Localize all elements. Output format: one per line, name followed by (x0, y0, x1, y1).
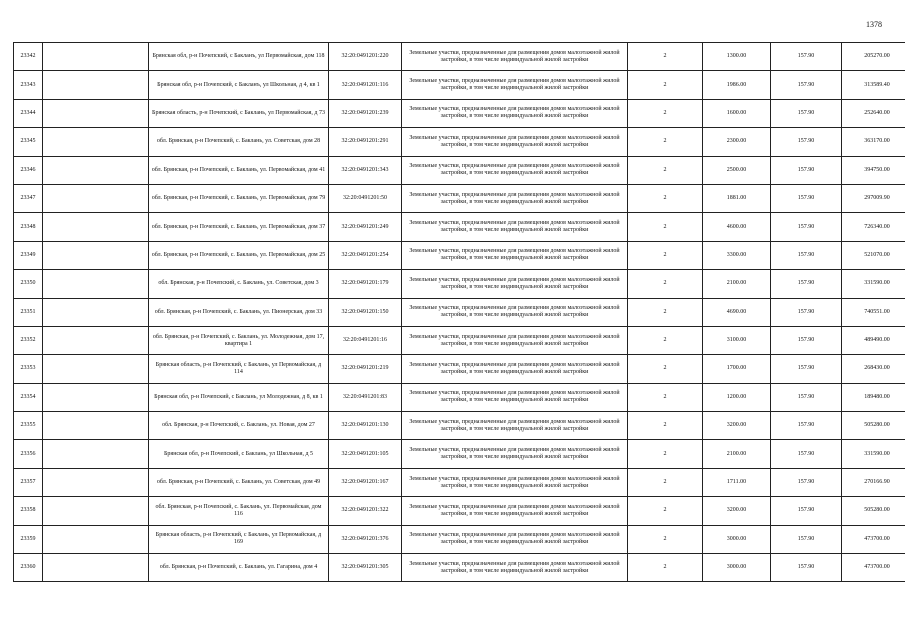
land-registry-table (13, 42, 905, 582)
cadastral-value-cell: 268430.00 (842, 355, 905, 383)
table-row (14, 298, 905, 326)
area-cell: 2100.00 (703, 270, 771, 298)
land-use-cell: Земельные участки, предназначенные для размещения домов малоэтажной жилой застройки, в том числе индивидуальной жилой застройки (402, 497, 628, 525)
table-row (14, 156, 905, 184)
area-cell: 1711.00 (703, 468, 771, 496)
row-number-cell: 23360 (14, 554, 43, 582)
category-cell: 2 (628, 298, 703, 326)
cadastral-number-cell: 32:20:0491201:254 (329, 241, 402, 269)
empty-cell (43, 355, 149, 383)
row-number-cell: 23345 (14, 128, 43, 156)
address-cell: Брянская область, р-н Почепский, с Баклань, ул Первомайская, д 169 (149, 525, 329, 553)
empty-cell (43, 156, 149, 184)
cadastral-number-cell: 32:20:0491201:322 (329, 497, 402, 525)
category-cell: 2 (628, 99, 703, 127)
category-cell: 2 (628, 412, 703, 440)
category-cell: 2 (628, 497, 703, 525)
cadastral-value-cell: 473700.00 (842, 525, 905, 553)
area-cell: 3000.00 (703, 554, 771, 582)
area-cell: 3300.00 (703, 241, 771, 269)
address-cell: Брянская обл, р-н Почепский, с Баклань, ул Молодежная, д 8, кв 1 (149, 383, 329, 411)
category-cell: 2 (628, 241, 703, 269)
row-number-cell: 23355 (14, 412, 43, 440)
rate-cell: 157.90 (771, 241, 842, 269)
cadastral-number-cell: 32:20:0491201:116 (329, 71, 402, 99)
cadastral-value-cell: 521070.00 (842, 241, 905, 269)
address-cell: обл. Брянская, р-н Почепский, с. Баклань, ул. Пионерская, дом 33 (149, 298, 329, 326)
category-cell: 2 (628, 71, 703, 99)
table-row (14, 440, 905, 468)
cadastral-value-cell: 505280.00 (842, 497, 905, 525)
category-cell: 2 (628, 468, 703, 496)
cadastral-number-cell: 32:20:0491201:291 (329, 128, 402, 156)
area-cell: 1300.00 (703, 43, 771, 71)
category-cell: 2 (628, 440, 703, 468)
empty-cell (43, 99, 149, 127)
address-cell: обл. Брянская, р-н Почепский, с. Баклань, ул. Гагарина, дом 4 (149, 554, 329, 582)
table-row (14, 497, 905, 525)
address-cell: обл. Брянская, р-н Почепский, с. Баклань, ул. Первомайская, дом 37 (149, 213, 329, 241)
cadastral-value-cell: 331590.00 (842, 440, 905, 468)
category-cell: 2 (628, 525, 703, 553)
rate-cell: 157.90 (771, 213, 842, 241)
category-cell: 2 (628, 156, 703, 184)
land-use-cell: Земельные участки, предназначенные для размещения домов малоэтажной жилой застройки, в том числе индивидуальной жилой застройки (402, 156, 628, 184)
row-number-cell: 23354 (14, 383, 43, 411)
rate-cell: 157.90 (771, 497, 842, 525)
rate-cell: 157.90 (771, 156, 842, 184)
table-row (14, 383, 905, 411)
cadastral-value-cell: 297009.90 (842, 184, 905, 212)
land-use-cell: Земельные участки, предназначенные для размещения домов малоэтажной жилой застройки, в том числе индивидуальной жилой застройки (402, 241, 628, 269)
table-row (14, 412, 905, 440)
cadastral-value-cell: 740551.00 (842, 298, 905, 326)
area-cell: 3200.00 (703, 412, 771, 440)
land-use-cell: Земельные участки, предназначенные для размещения домов малоэтажной жилой застройки, в том числе индивидуальной жилой застройки (402, 298, 628, 326)
table-row (14, 184, 905, 212)
cadastral-value-cell: 252640.00 (842, 99, 905, 127)
page-number: 1378 (866, 20, 882, 29)
cadastral-number-cell: 32:20:0491201:305 (329, 554, 402, 582)
cadastral-number-cell: 32:20:0491201:179 (329, 270, 402, 298)
land-use-cell: Земельные участки, предназначенные для размещения домов малоэтажной жилой застройки, в том числе индивидуальной жилой застройки (402, 213, 628, 241)
land-use-cell: Земельные участки, предназначенные для размещения домов малоэтажной жилой застройки, в том числе индивидуальной жилой застройки (402, 128, 628, 156)
cadastral-value-cell: 331590.00 (842, 270, 905, 298)
table-row (14, 43, 905, 71)
cadastral-number-cell: 32:20:0491201:50 (329, 184, 402, 212)
cadastral-value-cell: 473700.00 (842, 554, 905, 582)
rate-cell: 157.90 (771, 525, 842, 553)
row-number-cell: 23348 (14, 213, 43, 241)
cadastral-value-cell: 363170.00 (842, 128, 905, 156)
row-number-cell: 23356 (14, 440, 43, 468)
row-number-cell: 23349 (14, 241, 43, 269)
category-cell: 2 (628, 213, 703, 241)
cadastral-value-cell: 205270.00 (842, 43, 905, 71)
cadastral-number-cell: 32:20:0491201:16 (329, 326, 402, 354)
area-cell: 4600.00 (703, 213, 771, 241)
address-cell: обл. Брянская, р-н Почепский, с. Баклань, ул. Советская, дом 3 (149, 270, 329, 298)
rate-cell: 157.90 (771, 99, 842, 127)
area-cell: 4690.00 (703, 298, 771, 326)
row-number-cell: 23353 (14, 355, 43, 383)
land-use-cell: Земельные участки, предназначенные для размещения домов малоэтажной жилой застройки, в том числе индивидуальной жилой застройки (402, 554, 628, 582)
land-use-cell: Земельные участки, предназначенные для размещения домов малоэтажной жилой застройки, в том числе индивидуальной жилой застройки (402, 355, 628, 383)
rate-cell: 157.90 (771, 355, 842, 383)
cadastral-value-cell: 189480.00 (842, 383, 905, 411)
area-cell: 3100.00 (703, 326, 771, 354)
land-use-cell: Земельные участки, предназначенные для размещения домов малоэтажной жилой застройки, в том числе индивидуальной жилой застройки (402, 326, 628, 354)
address-cell: обл. Брянская, р-н Почепский, с. Баклань, ул. Первомайская, дом 25 (149, 241, 329, 269)
cadastral-number-cell: 32:20:0491201:376 (329, 525, 402, 553)
area-cell: 2300.00 (703, 128, 771, 156)
category-cell: 2 (628, 355, 703, 383)
cadastral-number-cell: 32:20:0491201:83 (329, 383, 402, 411)
rate-cell: 157.90 (771, 298, 842, 326)
cadastral-number-cell: 32:20:0491201:239 (329, 99, 402, 127)
address-cell: обл. Брянская, р-н Почепский, с. Баклань, ул. Молодежная, дом 17, квартира 1 (149, 326, 329, 354)
cadastral-number-cell: 32:20:0491201:167 (329, 468, 402, 496)
area-cell: 1986.00 (703, 71, 771, 99)
address-cell: обл. Брянская, р-н Почепский, с. Баклань, ул. Первомайская, дом 116 (149, 497, 329, 525)
table-row (14, 241, 905, 269)
row-number-cell: 23347 (14, 184, 43, 212)
empty-cell (43, 43, 149, 71)
land-use-cell: Земельные участки, предназначенные для размещения домов малоэтажной жилой застройки, в том числе индивидуальной жилой застройки (402, 383, 628, 411)
rate-cell: 157.90 (771, 326, 842, 354)
area-cell: 1881.00 (703, 184, 771, 212)
empty-cell (43, 298, 149, 326)
area-cell: 2500.00 (703, 156, 771, 184)
row-number-cell: 23350 (14, 270, 43, 298)
rate-cell: 157.90 (771, 383, 842, 411)
row-number-cell: 23359 (14, 525, 43, 553)
land-use-cell: Земельные участки, предназначенные для размещения домов малоэтажной жилой застройки, в том числе индивидуальной жилой застройки (402, 412, 628, 440)
rate-cell: 157.90 (771, 71, 842, 99)
empty-cell (43, 468, 149, 496)
rate-cell: 157.90 (771, 468, 842, 496)
rate-cell: 157.90 (771, 184, 842, 212)
address-cell: обл. Брянская, р-н Почепский, с. Баклань, ул. Первомайская, дом 41 (149, 156, 329, 184)
cadastral-number-cell: 32:20:0491201:150 (329, 298, 402, 326)
address-cell: обл. Брянская, р-н Почепский, с. Баклань, ул. Советская, дом 28 (149, 128, 329, 156)
land-use-cell: Земельные участки, предназначенные для размещения домов малоэтажной жилой застройки, в том числе индивидуальной жилой застройки (402, 270, 628, 298)
table-row (14, 213, 905, 241)
table-row (14, 270, 905, 298)
empty-cell (43, 128, 149, 156)
table-row (14, 468, 905, 496)
category-cell: 2 (628, 554, 703, 582)
rate-cell: 157.90 (771, 270, 842, 298)
empty-cell (43, 270, 149, 298)
table-row (14, 326, 905, 354)
address-cell: Брянская обл, р-н Почепский, с Бакланъ, ул Школьная, д 4, кв 1 (149, 71, 329, 99)
rate-cell: 157.90 (771, 412, 842, 440)
category-cell: 2 (628, 270, 703, 298)
cadastral-value-cell: 270166.90 (842, 468, 905, 496)
rate-cell: 157.90 (771, 440, 842, 468)
empty-cell (43, 554, 149, 582)
category-cell: 2 (628, 326, 703, 354)
address-cell: Брянская обл, р-н Почепский, с Баклань, ул Школьная, д 5 (149, 440, 329, 468)
empty-cell (43, 241, 149, 269)
cadastral-number-cell: 32:20:0491201:249 (329, 213, 402, 241)
empty-cell (43, 383, 149, 411)
land-use-cell: Земельные участки, предназначенные для размещения домов малоэтажной жилой застройки, в том числе индивидуальной жилой застройки (402, 525, 628, 553)
row-number-cell: 23358 (14, 497, 43, 525)
category-cell: 2 (628, 184, 703, 212)
rate-cell: 157.90 (771, 43, 842, 71)
area-cell: 1700.00 (703, 355, 771, 383)
address-cell: обл. Брянская, р-н Почепский, с. Баклань, ул. Советская, дом 49 (149, 468, 329, 496)
rate-cell: 157.90 (771, 554, 842, 582)
row-number-cell: 23357 (14, 468, 43, 496)
cadastral-value-cell: 726340.00 (842, 213, 905, 241)
row-number-cell: 23344 (14, 99, 43, 127)
cadastral-number-cell: 32:20:0491201:130 (329, 412, 402, 440)
address-cell: Брянская область, р-н Почепский, с Баклань, ул Первомайская, д 114 (149, 355, 329, 383)
empty-cell (43, 326, 149, 354)
cadastral-value-cell: 394750.00 (842, 156, 905, 184)
cadastral-value-cell: 313589.40 (842, 71, 905, 99)
category-cell: 2 (628, 128, 703, 156)
row-number-cell: 23346 (14, 156, 43, 184)
address-cell: Брянская область, р-н Почепский, с Баклань, ул Первомайская, д 73 (149, 99, 329, 127)
address-cell: Брянская обл, р-н Почепский, с Бакланъ, ул Первомайская, дом 118 (149, 43, 329, 71)
cadastral-value-cell: 489490.00 (842, 326, 905, 354)
registry-body (14, 43, 905, 582)
row-number-cell: 23352 (14, 326, 43, 354)
category-cell: 2 (628, 383, 703, 411)
area-cell: 3000.00 (703, 525, 771, 553)
row-number-cell: 23342 (14, 43, 43, 71)
empty-cell (43, 412, 149, 440)
cadastral-number-cell: 32:20:0491201:343 (329, 156, 402, 184)
land-use-cell: Земельные участки, предназначенные для размещения домов малоэтажной жилой застройки, в том числе индивидуальной жилой застройки (402, 43, 628, 71)
land-use-cell: Земельные участки, предназначенные для размещения домов малоэтажной жилой застройки, в том числе индивидуальной жилой застройки (402, 440, 628, 468)
table-row (14, 525, 905, 553)
area-cell: 1600.00 (703, 99, 771, 127)
empty-cell (43, 440, 149, 468)
rate-cell: 157.90 (771, 128, 842, 156)
address-cell: обл. Брянская, р-н Почепский, с. Баклань, ул. Первомайская, дом 79 (149, 184, 329, 212)
address-cell: обл. Брянская, р-н Почепский, с. Баклань, ул. Новая, дом 27 (149, 412, 329, 440)
table-row (14, 128, 905, 156)
empty-cell (43, 525, 149, 553)
table-row (14, 99, 905, 127)
empty-cell (43, 497, 149, 525)
cadastral-value-cell: 505280.00 (842, 412, 905, 440)
cadastral-number-cell: 32:20:0491201:105 (329, 440, 402, 468)
empty-cell (43, 184, 149, 212)
table-row (14, 554, 905, 582)
land-use-cell: Земельные участки, предназначенные для размещения домов малоэтажной жилой застройки, в том числе индивидуальной жилой застройки (402, 99, 628, 127)
table-row (14, 71, 905, 99)
land-use-cell: Земельные участки, предназначенные для размещения домов малоэтажной жилой застройки, в том числе индивидуальной жилой застройки (402, 184, 628, 212)
area-cell: 1200.00 (703, 383, 771, 411)
empty-cell (43, 71, 149, 99)
cadastral-number-cell: 32:20:0491201:220 (329, 43, 402, 71)
category-cell: 2 (628, 43, 703, 71)
row-number-cell: 23343 (14, 71, 43, 99)
table-row (14, 355, 905, 383)
land-use-cell: Земельные участки, предназначенные для размещения домов малоэтажной жилой застройки, в том числе индивидуальной жилой застройки (402, 468, 628, 496)
row-number-cell: 23351 (14, 298, 43, 326)
cadastral-number-cell: 32:20:0491201:219 (329, 355, 402, 383)
area-cell: 3200.00 (703, 497, 771, 525)
area-cell: 2100.00 (703, 440, 771, 468)
empty-cell (43, 213, 149, 241)
land-use-cell: Земельные участки, предназначенные для размещения домов малоэтажной жилой застройки, в том числе индивидуальной жилой застройки (402, 71, 628, 99)
